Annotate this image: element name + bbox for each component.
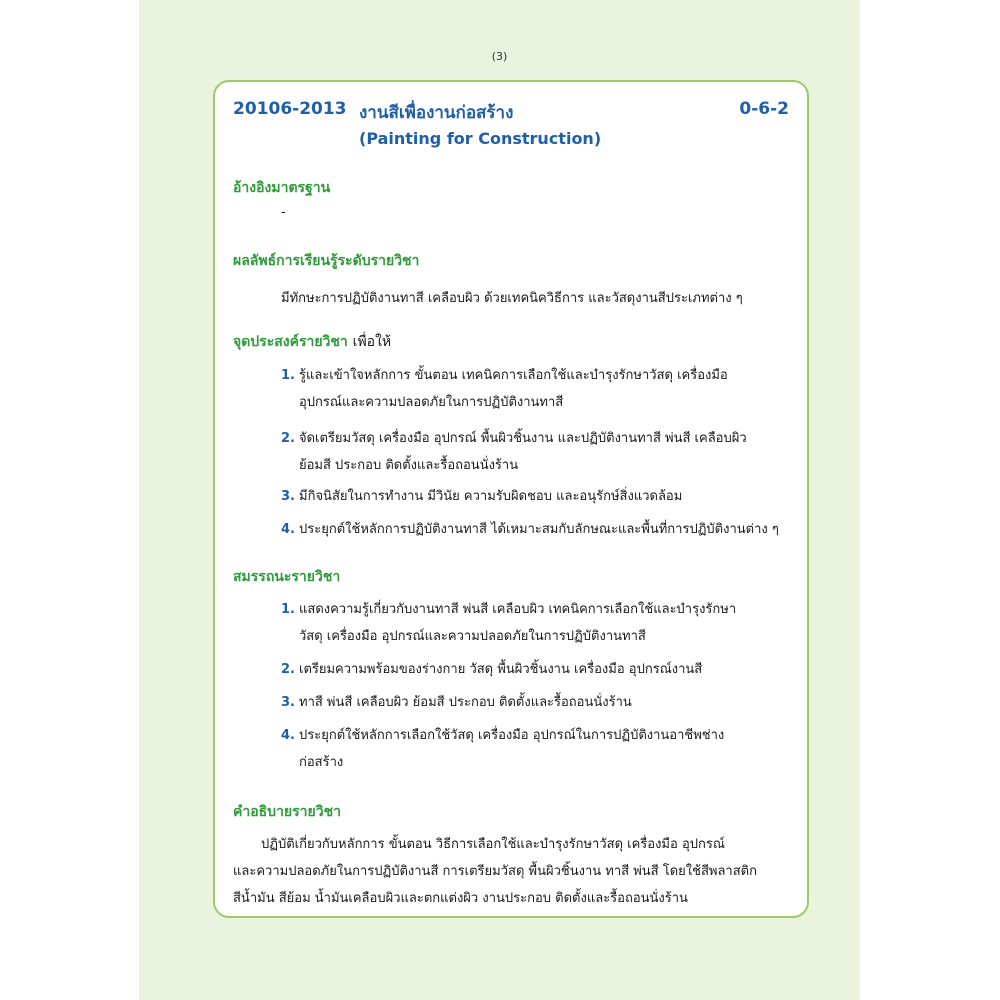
objectives-heading	[233, 331, 391, 353]
objective-1-line-1: รู้และเข้าใจหลักการ ขั้นตอน เทคนิคการเลือกใช้และบำรุงรักษาวัสดุ เครื่องมือ	[299, 368, 728, 383]
objective-number-3: 3.	[281, 489, 295, 504]
course-header	[233, 99, 789, 123]
competency-1-line-2: วัสดุ เครื่องมือ อุปกรณ์และความปลอดภัยในการปฏิบัติงานทาสี	[299, 629, 646, 644]
course-code: 20106-2013	[233, 99, 347, 119]
course-credits: 0-6-2	[739, 99, 789, 119]
objectives-heading-suffix: เพื่อให้	[352, 334, 392, 350]
description-line-1: ปฏิบัติเกี่ยวกับหลักการ ขั้นตอน วิธีการเลือกใช้และบำรุงรักษาวัสดุ เครื่องมือ อุปกรณ์	[261, 837, 725, 852]
objectives-heading-label: จุดประสงค์รายวิชา	[233, 334, 348, 350]
outcomes-heading: ผลลัพธ์การเรียนรู้ระดับรายวิชา	[233, 253, 420, 269]
competency-1-line-1: แสดงความรู้เกี่ยวกับงานทาสี พ่นสี เคลือบผิว เทคนิคการเลือกใช้และบำรุงรักษา	[299, 602, 737, 617]
objective-2-line-2: ย้อมสี ประกอบ ติดตั้งและรื้อถอนนั่งร้าน	[299, 458, 519, 473]
objective-1-line-2: อุปกรณ์และความปลอดภัยในการปฏิบัติงานทาสี	[299, 395, 564, 410]
course-title-en: (Painting for Construction)	[359, 129, 602, 148]
description-heading: คำอธิบายรายวิชา	[233, 804, 341, 820]
description-line-2: และความปลอดภัยในการปฏิบัติงานสี การเตรียมวัสดุ พื้นผิวชิ้นงาน ทาสี พ่นสี โดยใช้สีพลาสติก	[233, 864, 757, 879]
objective-2-line-1: จัดเตรียมวัสดุ เครื่องมือ อุปกรณ์ พื้นผิวชิ้นงาน และปฏิบัติงานทาสี พ่นสี เคลือบผิว	[299, 431, 747, 446]
competencies-heading: สมรรถนะรายวิชา	[233, 569, 341, 585]
competency-2-line-1: เตรียมความพร้อมของร่างกาย วัสดุ พื้นผิวชิ้นงาน เครื่องมือ อุปกรณ์งานสี	[299, 662, 703, 677]
standards-value: -	[281, 205, 286, 220]
objective-number-1: 1.	[281, 368, 295, 383]
course-title-th: งานสีเพื่องานก่อสร้าง	[359, 103, 514, 123]
competency-4-line-1: ประยุกต์ใช้หลักการเลือกใช้วัสดุ เครื่องมือ อุปกรณ์ในการปฏิบัติงานอาชีพช่าง	[299, 728, 725, 743]
description-line-3: สีน้ำมัน สีย้อม น้ำมันเคลือบผิวและตกแต่งผิว งานประกอบ ติดตั้งและรื้อถอนนั่งร้าน	[233, 891, 688, 906]
page-number: (3)	[491, 50, 508, 63]
competency-number-3: 3.	[281, 695, 295, 710]
competency-number-2: 2.	[281, 662, 295, 677]
course-card	[213, 80, 809, 918]
standards-heading: อ้างอิงมาตรฐาน	[233, 180, 331, 196]
competency-number-1: 1.	[281, 602, 295, 617]
outcomes-text: มีทักษะการปฏิบัติงานทาสี เคลือบผิว ด้วยเทคนิควิธีการ และวัสดุงานสีประเภทต่าง ๆ	[281, 291, 743, 306]
competency-3-line-1: ทาสี พ่นสี เคลือบผิว ย้อมสี ประกอบ ติดตั้งและรื้อถอนนั่งร้าน	[299, 695, 632, 710]
objective-number-4: 4.	[281, 522, 295, 537]
objective-3-line-1: มีกิจนิสัยในการทำงาน มีวินัย ความรับผิดชอบ และอนุรักษ์สิ่งแวดล้อม	[299, 489, 683, 504]
page-background	[139, 0, 860, 1000]
objective-number-2: 2.	[281, 431, 295, 446]
competency-number-4: 4.	[281, 728, 295, 743]
competency-4-line-2: ก่อสร้าง	[299, 755, 344, 770]
objective-4-line-1: ประยุกต์ใช้หลักการปฏิบัติงานทาสี ได้เหมาะสมกับลักษณะและพื้นที่การปฏิบัติงานต่าง ๆ	[299, 522, 779, 537]
